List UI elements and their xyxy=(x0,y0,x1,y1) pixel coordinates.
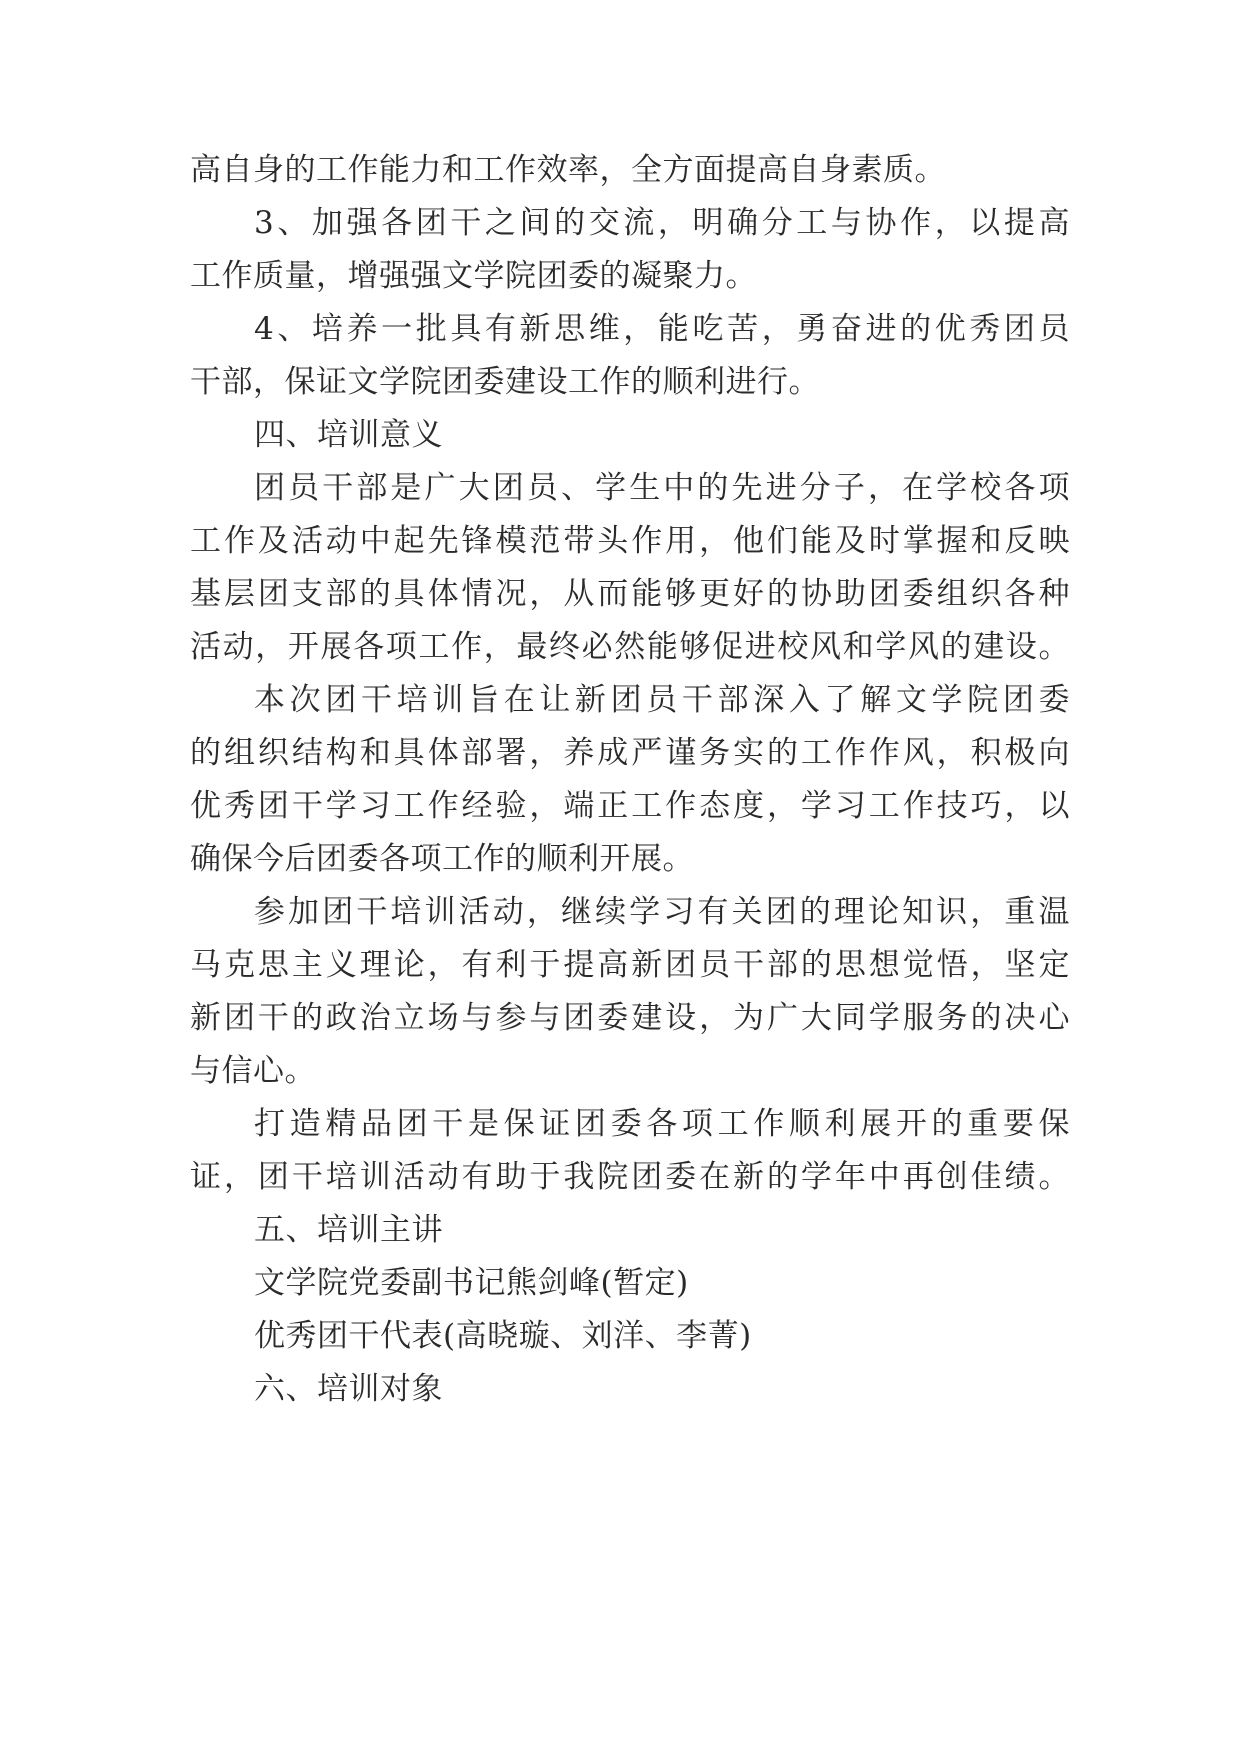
paragraph-line: 干部，保证文学院团委建设工作的顺利进行。 xyxy=(190,364,820,400)
paragraph-line: 参加团干培训活动，继续学习有关团的理论知识，重温 xyxy=(254,894,1070,930)
paragraph-line: 确保今后团委各项工作的顺利开展。 xyxy=(190,841,694,877)
paragraph-line: 基层团支部的具体情况，从而能够更好的协助团委组织各种 xyxy=(190,576,1070,612)
paragraph-line: 与信心。 xyxy=(190,1053,316,1089)
paragraph-line: 优秀团干学习工作经验，端正工作态度，学习工作技巧，以 xyxy=(190,788,1070,824)
paragraph-line: 文学院党委副书记熊剑峰(暂定) xyxy=(254,1265,689,1301)
paragraph-line: 优秀团干代表(高晓璇、刘洋、李菁) xyxy=(254,1318,752,1354)
paragraph-line: 的组织结构和具体部署，养成严谨务实的工作作风，积极向 xyxy=(190,735,1070,771)
section-heading: 五、培训主讲 xyxy=(254,1212,443,1248)
section-heading: 四、培训意义 xyxy=(254,417,443,453)
paragraph-line: 打造精品团干是保证团委各项工作顺利展开的重要保 xyxy=(254,1106,1070,1142)
paragraph-line: 团员干部是广大团员、学生中的先进分子，在学校各项 xyxy=(254,470,1070,506)
paragraph-line: 马克思主义理论，有利于提高新团员干部的思想觉悟，坚定 xyxy=(190,947,1070,983)
paragraph-line: 证，团干培训活动有助于我院团委在新的学年中再创佳绩。 xyxy=(190,1159,1070,1195)
paragraph-line: 新团干的政治立场与参与团委建设，为广大同学服务的决心 xyxy=(190,1000,1070,1036)
paragraph-line: 本次团干培训旨在让新团员干部深入了解文学院团委 xyxy=(254,682,1070,718)
paragraph-line: 工作质量，增强强文学院团委的凝聚力。 xyxy=(190,258,757,294)
paragraph-line: 高自身的工作能力和工作效率，全方面提高自身素质。 xyxy=(190,152,946,188)
paragraph-line: 工作及活动中起先锋模范带头作用，他们能及时掌握和反映 xyxy=(190,523,1070,559)
paragraph-line: 活动，开展各项工作，最终必然能够促进校风和学风的建设。 xyxy=(190,629,1070,665)
section-heading: 六、培训对象 xyxy=(254,1371,443,1407)
paragraph-line: 3、加强各团干之间的交流，明确分工与协作，以提高 xyxy=(254,205,1070,241)
paragraph-line: 4、培养一批具有新思维，能吃苦，勇奋进的优秀团员 xyxy=(254,311,1070,347)
